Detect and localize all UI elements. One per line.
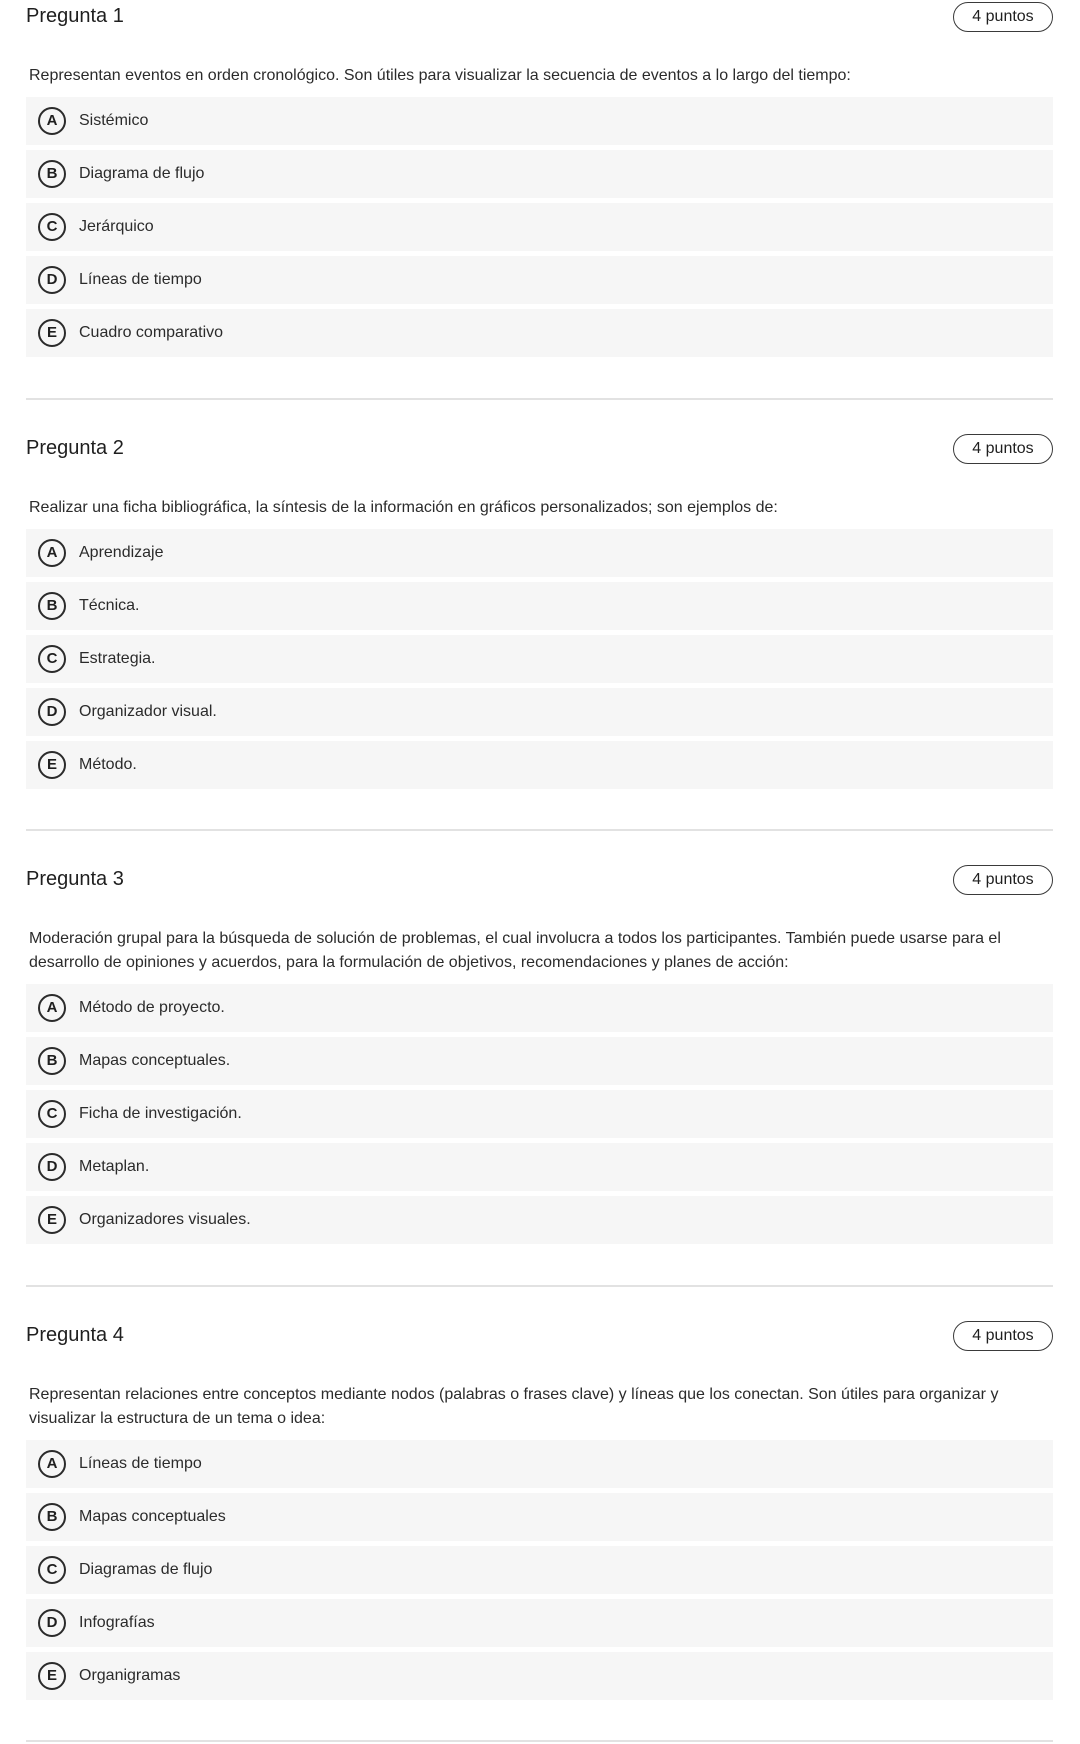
question-title: Pregunta 2 [26, 437, 124, 459]
points-badge: 4 puntos [953, 865, 1053, 895]
option-a[interactable] [26, 984, 1053, 1032]
points-badge: 4 puntos [953, 1321, 1053, 1351]
question-divider [26, 398, 1053, 400]
option-letter: C [38, 1556, 66, 1584]
question-header [26, 432, 1053, 470]
option-letter: D [38, 1153, 66, 1181]
option-b[interactable] [26, 1493, 1053, 1541]
option-text: Metaplan. [79, 1158, 150, 1175]
option-text: Método. [79, 756, 137, 773]
question-text: Moderación grupal para la búsqueda de solución de problemas, el cual involucra a todos los participantes. También puede usarse para el desarrollo de opiniones y acuerdos, para la formulación de objetivos, recomendaciones y planes de acción: [29, 930, 1001, 971]
option-letter: C [38, 1100, 66, 1128]
option-text: Diagrama de flujo [79, 165, 205, 182]
question-title: Pregunta 3 [26, 868, 124, 890]
option-letter: A [38, 994, 66, 1022]
option-text: Diagramas de flujo [79, 1561, 213, 1578]
option-letter: D [38, 266, 66, 294]
question-text: Representan eventos en orden cronológico. Son útiles para visualizar la secuencia de eventos a lo largo del tiempo: [29, 67, 851, 84]
option-e[interactable] [26, 1196, 1053, 1244]
option-b[interactable] [26, 1037, 1053, 1085]
points-badge: 4 puntos [953, 2, 1053, 32]
option-c[interactable] [26, 1090, 1053, 1138]
question-header [26, 0, 1053, 38]
option-letter: E [38, 1206, 66, 1234]
question-divider [26, 829, 1053, 831]
option-text: Mapas conceptuales. [79, 1052, 231, 1069]
option-c[interactable] [26, 203, 1053, 251]
option-d[interactable] [26, 1599, 1053, 1647]
option-text: Organigramas [79, 1667, 181, 1684]
option-e[interactable] [26, 741, 1053, 789]
option-text: Estrategia. [79, 650, 156, 667]
options-list [26, 529, 1053, 789]
question-header [26, 1319, 1053, 1357]
option-letter: B [38, 1047, 66, 1075]
option-letter: E [38, 751, 66, 779]
option-c[interactable] [26, 1546, 1053, 1594]
question-divider [26, 1740, 1053, 1742]
options-list [26, 97, 1053, 357]
option-letter: B [38, 592, 66, 620]
option-text: Organizadores visuales. [79, 1211, 251, 1228]
option-text: Infografías [79, 1614, 155, 1631]
option-text: Organizador visual. [79, 703, 217, 720]
option-b[interactable] [26, 150, 1053, 198]
option-text: Líneas de tiempo [79, 1455, 202, 1472]
question-text: Representan relaciones entre conceptos mediante nodos (palabras o frases clave) y líneas que los conectan. Son útiles para organizar y visualizar la estructura de un tema o idea: [29, 1386, 999, 1427]
option-text: Cuadro comparativo [79, 324, 224, 341]
question-2 [26, 432, 1053, 794]
option-text: Ficha de investigación. [79, 1105, 242, 1122]
question-title: Pregunta 4 [26, 1324, 124, 1346]
option-text: Técnica. [79, 597, 140, 614]
option-e[interactable] [26, 309, 1053, 357]
option-text: Sistémico [79, 112, 149, 129]
option-a[interactable] [26, 529, 1053, 577]
question-title: Pregunta 1 [26, 5, 124, 27]
option-d[interactable] [26, 1143, 1053, 1191]
option-b[interactable] [26, 582, 1053, 630]
question-header [26, 863, 1053, 901]
question-1 [26, 0, 1053, 362]
option-letter: D [38, 698, 66, 726]
options-list [26, 1440, 1053, 1700]
option-text: Método de proyecto. [79, 999, 225, 1016]
option-letter: A [38, 1450, 66, 1478]
option-text: Líneas de tiempo [79, 271, 202, 288]
options-list [26, 984, 1053, 1244]
option-letter: C [38, 213, 66, 241]
question-divider [26, 1285, 1053, 1287]
option-letter: C [38, 645, 66, 673]
option-letter: B [38, 1503, 66, 1531]
option-a[interactable] [26, 1440, 1053, 1488]
option-text: Jerárquico [79, 218, 154, 235]
option-letter: E [38, 319, 66, 347]
option-a[interactable] [26, 97, 1053, 145]
option-letter: D [38, 1609, 66, 1637]
option-c[interactable] [26, 635, 1053, 683]
option-text: Aprendizaje [79, 544, 164, 561]
option-d[interactable] [26, 256, 1053, 304]
question-4 [26, 1319, 1053, 1705]
question-3 [26, 863, 1053, 1249]
option-letter: A [38, 107, 66, 135]
option-letter: B [38, 160, 66, 188]
option-d[interactable] [26, 688, 1053, 736]
points-badge: 4 puntos [953, 434, 1053, 464]
option-text: Mapas conceptuales [79, 1508, 226, 1525]
option-letter: E [38, 1662, 66, 1690]
option-e[interactable] [26, 1652, 1053, 1700]
option-letter: A [38, 539, 66, 567]
question-text: Realizar una ficha bibliográfica, la síntesis de la información en gráficos personalizados; son ejemplos de: [29, 499, 778, 516]
